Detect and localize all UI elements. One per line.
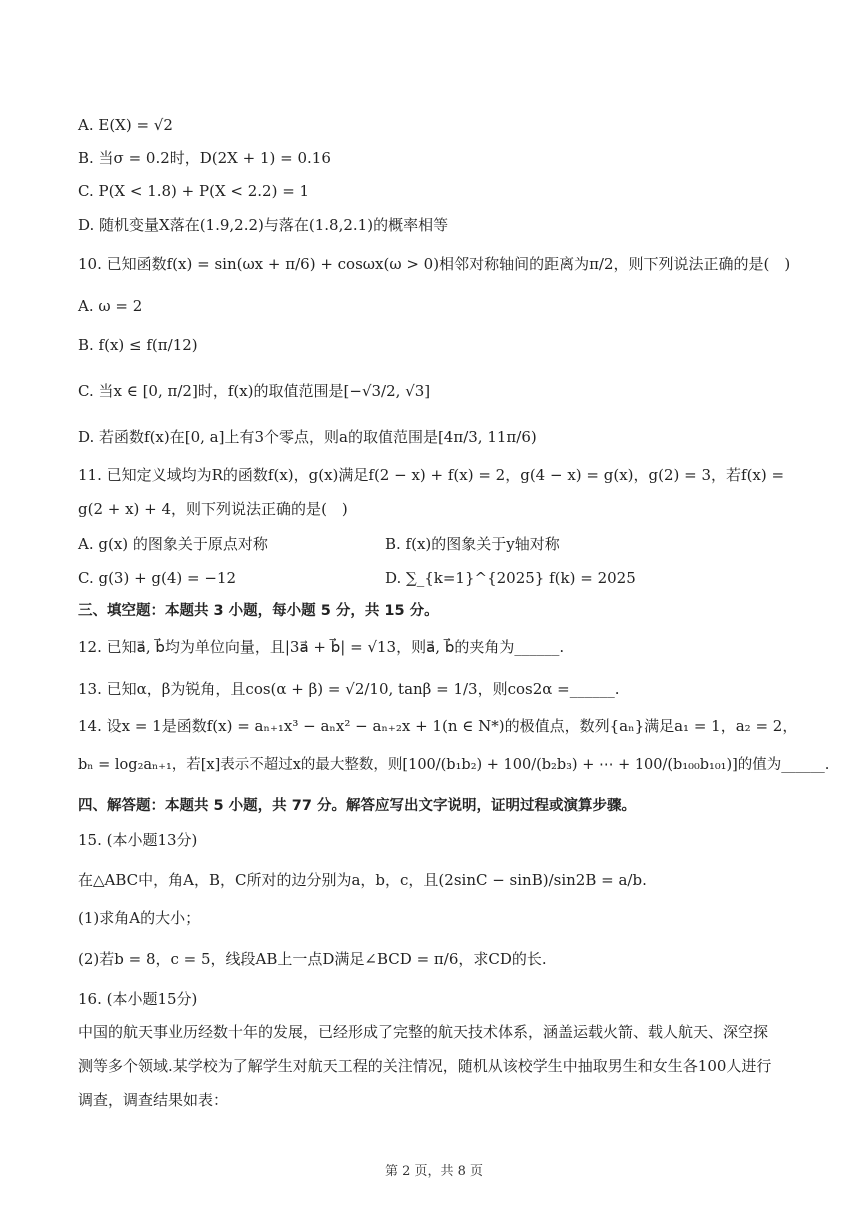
- q11-option-b: B. f(x)的图象关于y轴对称: [385, 535, 560, 553]
- q11-option-d: D. ∑_{k=1}^{2025} f(k) = 2025: [385, 569, 636, 587]
- q11-option-c: C. g(3) + g(4) = −12: [78, 569, 237, 587]
- q9-option-c: C. P(X < 1.8) + P(X < 2.2) = 1: [78, 182, 310, 200]
- q15-part2: (2)若b = 8，c = 5，线段AB上一点D满足∠BCD = π/6，求CD的长.: [78, 950, 547, 968]
- q10-stem: 10. 已知函数f(x) = sin(ωx + π/6) + cosωx(ω > 0)相邻对称轴间的距离为π/2，则下列说法正确的是( ): [78, 255, 791, 273]
- q12: 12. 已知a⃗, b⃗均为单位向量，且|3a⃗ + b⃗| = √13，则a⃗, b⃗的夹角为______.: [78, 638, 565, 656]
- q14-line1: 14. 设x = 1是函数f(x) = aₙ₊₁x³ − aₙx² − aₙ₊₂x + 1(n ∈ N*)的极值点，数列{aₙ}满足a₁ = 1，a₂ = 2，: [78, 717, 798, 735]
- page-footer: 第 2 页，共 8 页: [384, 1164, 484, 1179]
- q11-stem-line1: 11. 已知定义域均为R的函数f(x)，g(x)满足f(2 − x) + f(x) = 2，g(4 − x) = g(x)，g(2) = 3，若f(x) =: [78, 466, 785, 484]
- q10-option-b: B. f(x) ≤ f(π/12): [78, 336, 198, 354]
- q13: 13. 已知α，β为锐角，且cos(α + β) = √2/10, tanβ = 1/3，则cos2α =______.: [78, 680, 620, 698]
- q10-option-d: D. 若函数f(x)在[0, a]上有3个零点，则a的取值范围是[4π/3, 11π/6): [78, 428, 537, 446]
- q11-stem-line2: g(2 + x) + 4，则下列说法正确的是( ): [78, 500, 348, 518]
- section4-heading: 四、解答题：本题共 5 小题，共 77 分。解答应写出文字说明，证明过程或演算步骤。: [78, 798, 636, 814]
- q15-title: 15. (本小题13分): [78, 831, 198, 849]
- q15-part1: (1)求角A的大小；: [78, 909, 201, 927]
- q16-title: 16. (本小题15分): [78, 990, 198, 1008]
- q11-option-a: A. g(x) 的图象关于原点对称: [78, 535, 268, 553]
- q10-option-a: A. ω = 2: [78, 297, 143, 315]
- q9-option-b: B. 当σ = 0.2时，D(2X + 1) = 0.16: [78, 149, 331, 167]
- q16-line2: 测等多个领域.某学校为了解学生对航天工程的关注情况，随机从该校学生中抽取男生和女生各100人进行: [78, 1057, 772, 1075]
- q15-stem: 在△ABC中，角A，B，C所对的边分别为a，b，c，且(2sinC − sinB)/sin2B = a/b.: [78, 871, 647, 889]
- q16-line3: 调查，调查结果如表：: [78, 1091, 229, 1109]
- q16-line1: 中国的航天事业历经数十年的发展，已经形成了完整的航天技术体系，涵盖运载火箭、载人航天、深空探: [78, 1023, 769, 1041]
- q9-option-a: A. E(X) = √2: [78, 116, 173, 134]
- q9-option-d: D. 随机变量X落在(1.9,2.2)与落在(1.8,2.1)的概率相等: [78, 216, 449, 234]
- q14-line2: bₙ = log₂aₙ₊₁，若[x]表示不超过x的最大整数，则[100/(b₁b₂) + 100/(b₂b₃) + ⋯ + 100/(b₁₀₀b₁₀₁)]的值为______.: [78, 757, 830, 773]
- q10-option-c: C. 当x ∈ [0, π/2]时，f(x)的取值范围是[−√3/2, √3]: [78, 382, 431, 400]
- section3-heading: 三、填空题：本题共 3 小题，每小题 5 分，共 15 分。: [78, 603, 439, 619]
